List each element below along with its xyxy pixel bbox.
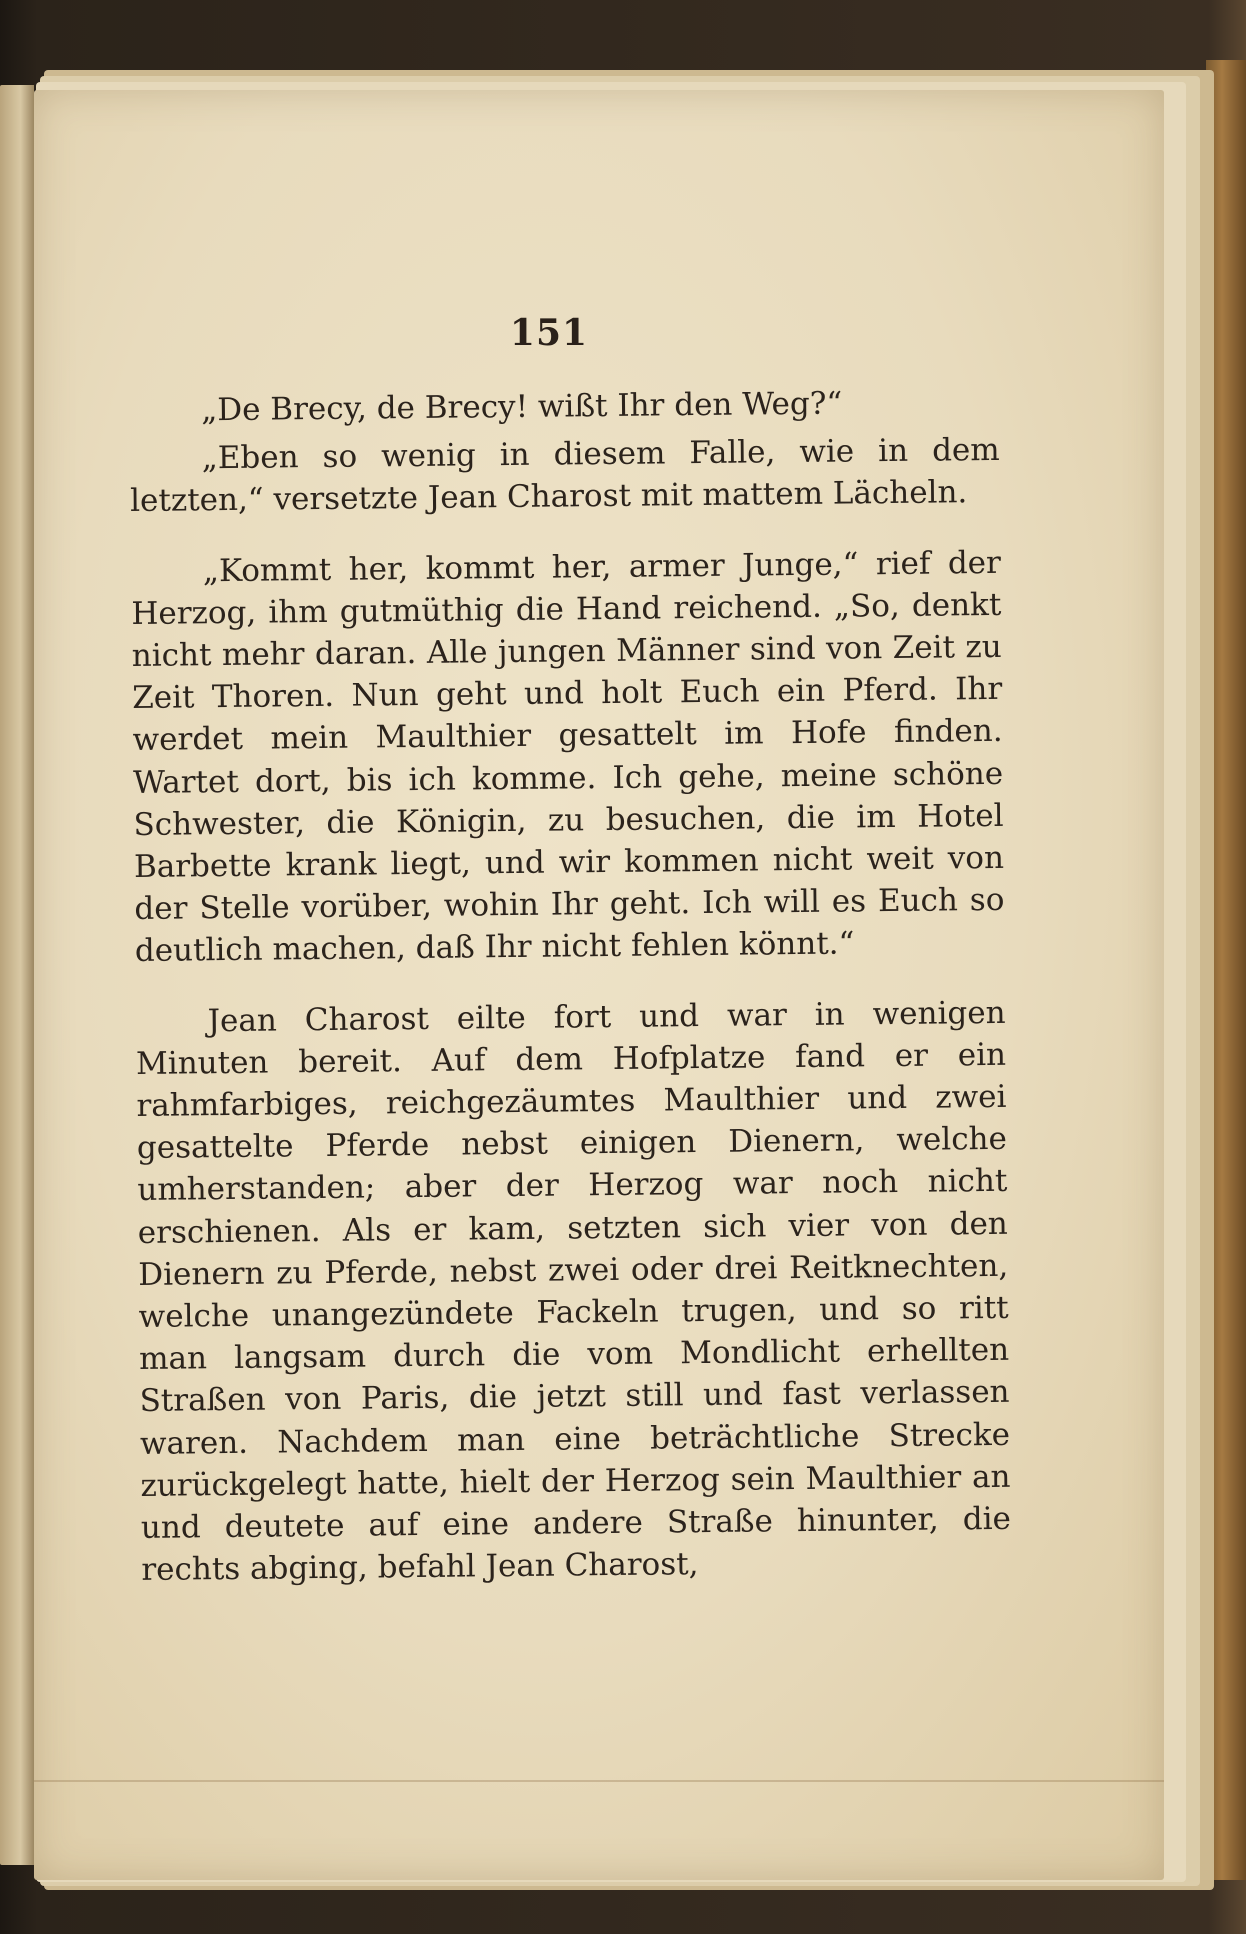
page-fold-line xyxy=(34,1780,1164,1782)
book-page xyxy=(34,90,1164,1880)
paragraph-4: Jean Charost eilte fort und war in wenigen Minuten bereit. Auf dem Hofplatze fand er ein rahmfarbiges, reichgezäumtes Maulthier und zwei gesattelte Pferde nebst einigen Dienern, welche umherstanden; aber der Herzog war noch nicht erschienen. Als er kam, setzten sich vier von den Dienern zu Pferde, nebst zwei oder drei Reitknechten, welche unangezündete Fackeln trugen, und so ritt man langsam durch die vom Mondlicht erhellten Straßen von Paris, die jetzt still und fast verlassen waren. Nachdem man eine beträchtliche Strecke zurückgelegt hatte, hielt der Herzog sein Maulthier an und deutete auf eine andere Straße hinunter, die rechts abging, befahl Jean Charost, xyxy=(135,994,1012,1589)
paragraph-2: „Eben so wenig in diesem Falle, wie in dem letzten,“ versetzte Jean Charost mit mattem Lächeln. xyxy=(129,432,1000,520)
page-number: 151 xyxy=(509,312,589,354)
facing-page-edge xyxy=(0,85,34,1865)
body-text xyxy=(129,381,1012,1592)
paragraph-1: „De Brecy, de Brecy! wißt Ihr den Weg?“ xyxy=(201,385,843,429)
paragraph-3: „Kommt her, kommt her, armer Junge,“ rief der Herzog, ihm gutmüthig die Hand reichend. „So, denkt nicht mehr daran. Alle jungen Männer sind von Zeit zu Zeit Thoren. Nun geht und holt Euch ein Pferd. Ihr werdet mein Maulthier gesattelt im Hofe finden. Wartet dort, bis ich komme. Ich gehe, meine schöne Schwester, die Königin, zu besuchen, die im Hotel Barbette krank liegt, und wir kommen nicht weit von der Stelle vorüber, wohin Ihr geht. Ich will es Euch so deutlich machen, daß Ihr nicht fehlen könnt.“ xyxy=(131,544,1005,970)
